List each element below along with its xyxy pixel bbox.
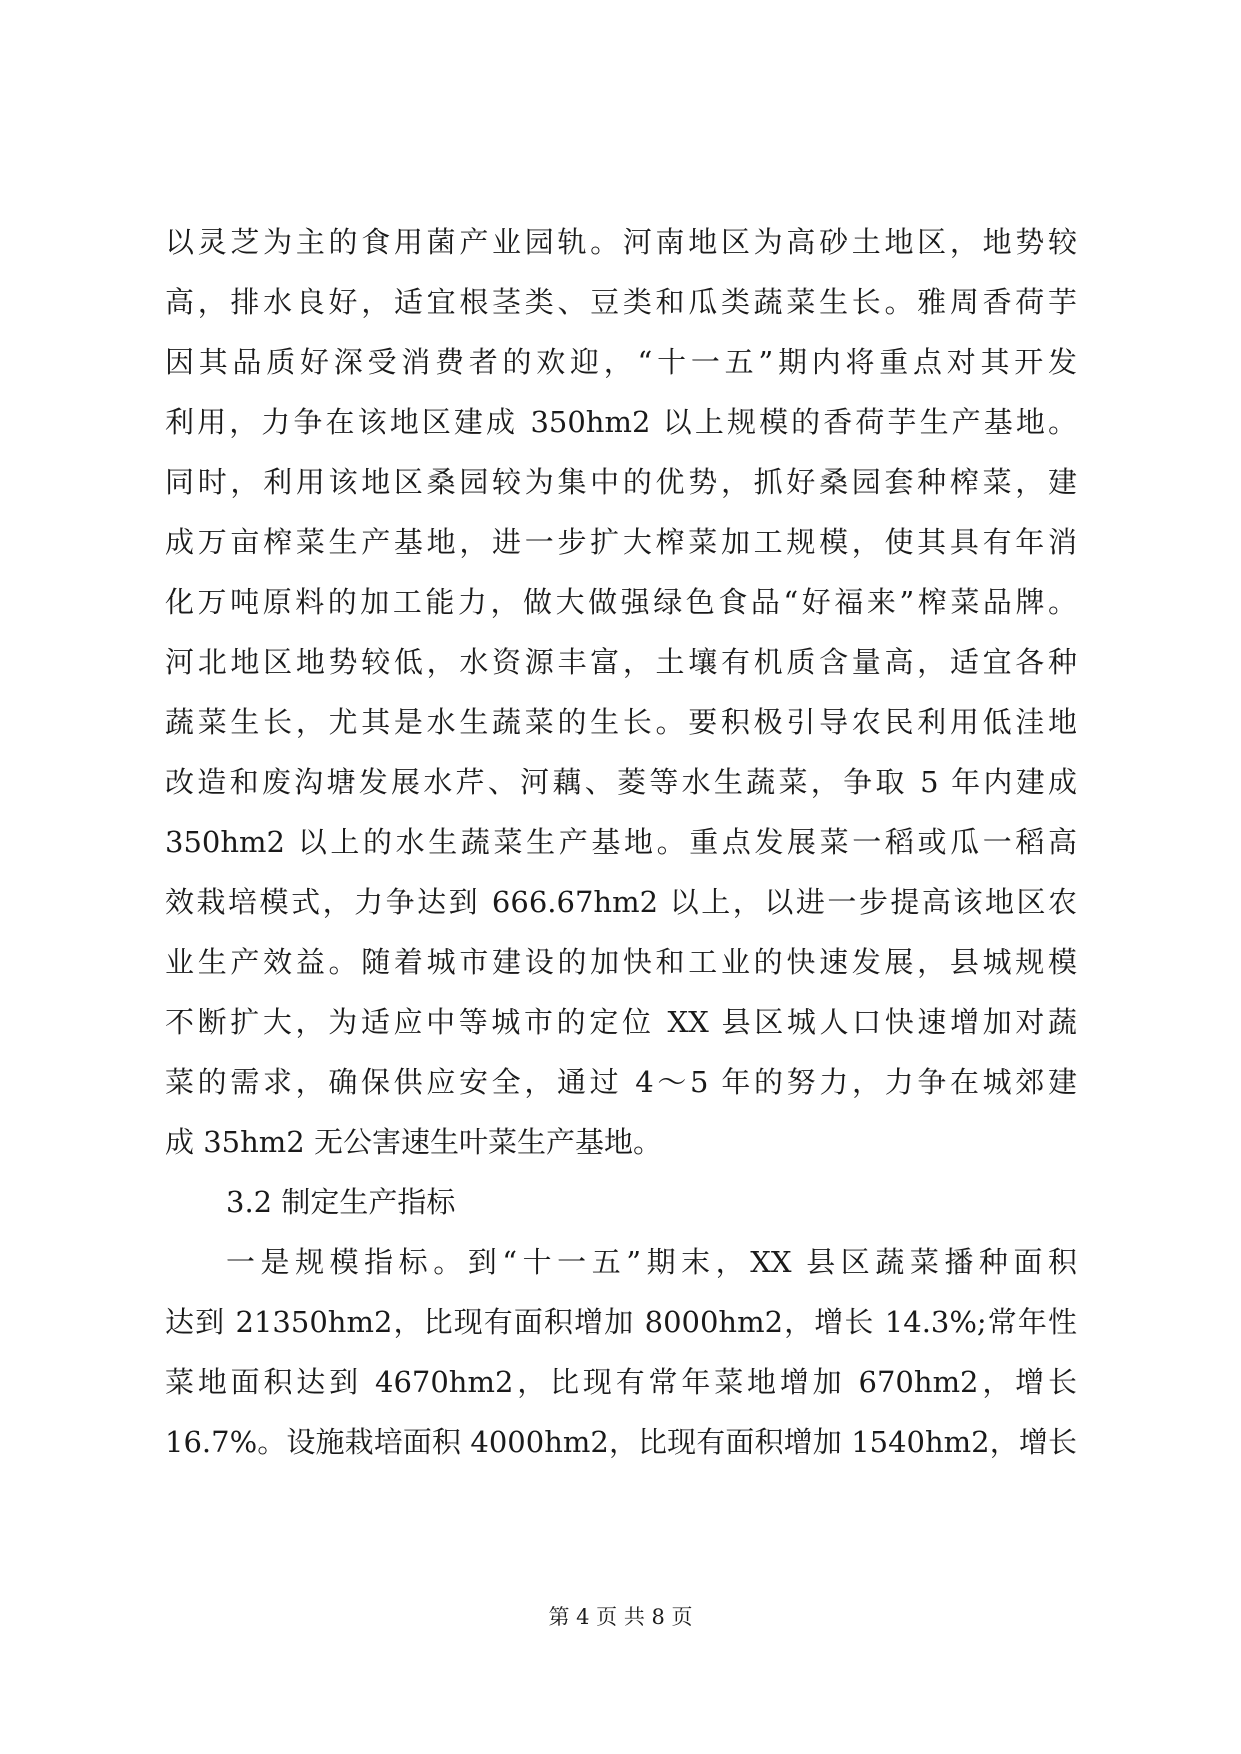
body-line: 业生产效益。随着城市建设的加快和工业的快速发展，县城规模 <box>165 945 1077 979</box>
body-line: 河北地区地势较低，水资源丰富，土壤有机质含量高，适宜各种 <box>165 645 1077 679</box>
body-line: 不断扩大，为适应中等城市的定位 XX 县区城人口快速增加对蔬 <box>165 1005 1077 1039</box>
body-line: 同时，利用该地区桑园较为集中的优势，抓好桑园套种榨菜，建 <box>165 465 1077 499</box>
body-line: 高，排水良好，适宜根茎类、豆类和瓜类蔬菜生长。雅周香荷芋 <box>165 285 1077 319</box>
body-line: 一是规模指标。到“十一五”期末，XX 县区蔬菜播种面积 <box>226 1245 1077 1279</box>
body-line: 蔬菜生长，尤其是水生蔬菜的生长。要积极引导农民利用低洼地 <box>165 705 1077 739</box>
body-line: 以灵芝为主的食用菌产业园轨。河南地区为高砂土地区，地势较 <box>165 225 1077 259</box>
body-line: 16.7%。设施栽培面积 4000hm2，比现有面积增加 1540hm2，增长 <box>165 1425 1077 1459</box>
body-line: 350hm2 以上的水生蔬菜生产基地。重点发展菜一稻或瓜一稻高 <box>165 825 1077 859</box>
body-line: 成万亩榨菜生产基地，进一步扩大榨菜加工规模，使其具有年消 <box>165 525 1077 559</box>
body-line: 菜的需求，确保供应安全，通过 4～5 年的努力，力争在城郊建 <box>165 1065 1077 1099</box>
body-line: 菜地面积达到 4670hm2，比现有常年菜地增加 670hm2，增长 <box>165 1365 1077 1399</box>
body-line: 利用，力争在该地区建成 350hm2 以上规模的香荷芋生产基地。 <box>165 405 1077 439</box>
page-number-footer: 第 4 页 共 8 页 <box>548 1605 693 1629</box>
body-line: 因其品质好深受消费者的欢迎，“十一五”期内将重点对其开发 <box>165 345 1077 379</box>
body-line: 效栽培模式，力争达到 666.67hm2 以上，以进一步提高该地区农 <box>165 885 1077 919</box>
body-line: 达到 21350hm2，比现有面积增加 8000hm2，增长 14.3%;常年性 <box>165 1305 1077 1339</box>
section-heading: 3.2 制定生产指标 <box>226 1185 456 1219</box>
body-line: 成 35hm2 无公害速生叶菜生产基地。 <box>165 1125 662 1159</box>
body-line: 化万吨原料的加工能力，做大做强绿色食品“好福来”榨菜品牌。 <box>165 585 1077 619</box>
body-line: 改造和废沟塘发展水芹、河藕、菱等水生蔬菜，争取 5 年内建成 <box>165 765 1077 799</box>
